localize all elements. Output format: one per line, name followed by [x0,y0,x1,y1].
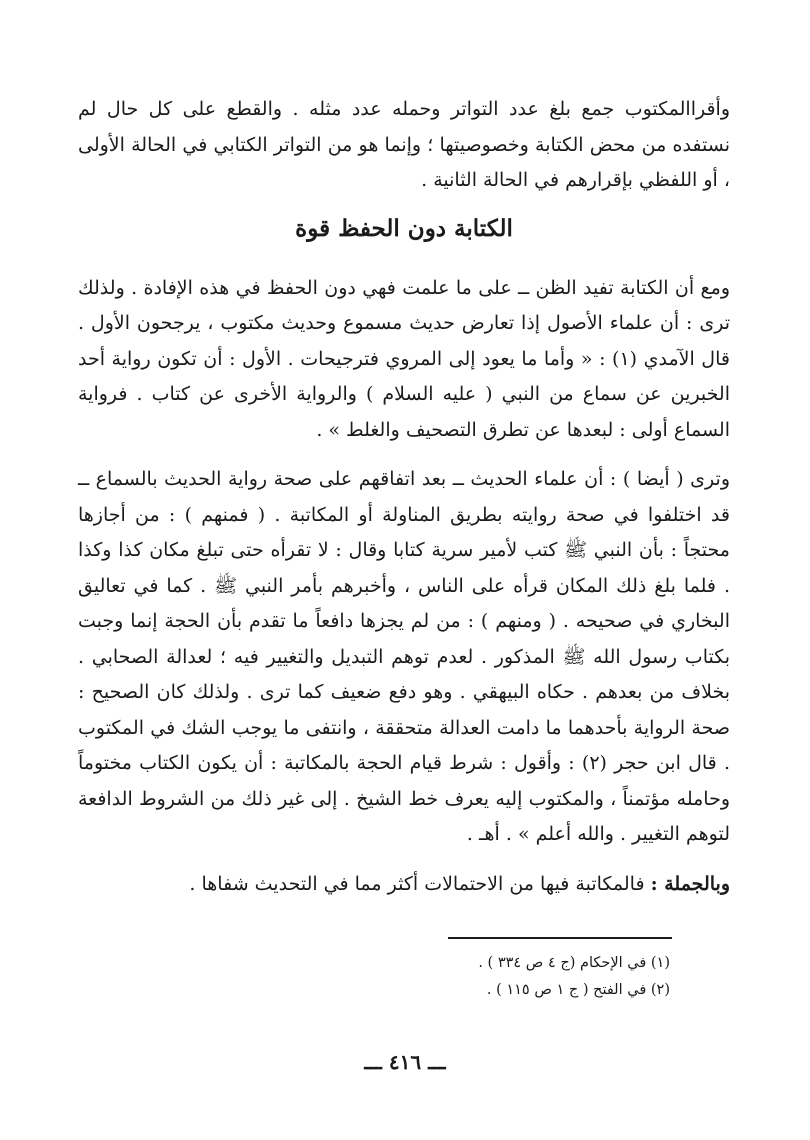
page-number: ـــ ٤١٦ ـــ [364,1050,446,1074]
footnote-divider [448,937,672,939]
opening-paragraph: وأقراالمكتوب جمع بلغ عدد التواتر وحمله عدد مثله . والقطع على كل حال لم نستفده من محض الكتابة وخصوصيتها ؛ وإنما هو من التواتر الكتابي في الحالة الأولى ، أو اللفظي بإقرارهم في الحالة الثانية . [78,98,730,191]
conclusion-paragraph [78,867,730,903]
footnote-2: (٢) في الفتح ( ج ١ ص ١١٥ ) . [486,982,670,998]
footnote-1: (١) في الإحكام (ج ٤ ص ٣٣٤ ) . [478,955,670,971]
conclusion-text: فالمكاتبة فيها من الاحتمالات أكثر مما في التحديث شفاها . [189,872,651,895]
paragraph-hadith-scholars: وترى ( أيضا ) : أن علماء الحديث ــ بعد اتفاقهم على صحة رواية الحديث بالسماع ــ قد اختلفوا في صحة روايته بطريق المناولة أو المكاتبة . ( فمنهم ) : من أجازها محتجاً : بأن النبي ﷺ كتب لأمير سرية كتابا وقال : لا تقرأه حتى تبلغ مكان كذا وكذا . فلما بلغ ذلك المكان قرأه على الناس ، وأخبرهم بأمر النبي ﷺ . كما في تعاليق البخاري في صحيحه . ( ومنهم ) : من لم يجزها دافعاً ما تقدم بأن الحجة إنما وجبت بكتاب رسول الله ﷺ المذكور . لعدم توهم التبديل والتغيير فيه ؛ لعدالة الصحابي . بخلاف من بعدهم . حكاه البيهقي . وهو دفع ضعيف كما ترى . ولذلك كان الصحيح : صحة الرواية بأحدهما ما دامت العدالة متحققة ، وانتفى ما يوجب الشك في المكتوب . قال ابن حجر (٢) : وأقول : شرط قيام الحجة بالمكاتبة : أن يكون الكتاب مختوماً وحامله مؤتمناً ، والمكتوب إليه يعرف خط الشيخ . إلى غير ذلك من الشروط الدافعة لتوهم التغيير . والله أعلم » . أهـ . [78,468,730,845]
footnotes [350,950,670,1004]
conclusion-lead: وبالجملة : [650,872,730,895]
section-heading: الكتابة دون الحفظ قوة [295,214,513,242]
paragraph-writing-vs-memory: ومع أن الكتابة تفيد الظن ــ على ما علمت فهي دون الحفظ في هذه الإفادة . ولذلك ترى : أن علماء الأصول إذا تعارض حديث مسموع وحديث مكتوب ، يرجحون الأول . قال الآمدي (١) : « وأما ما يعود إلى المروي فترجيحات . الأول : أن تكون رواية أحد الخبرين عن سماع من النبي ( عليه السلام ) والرواية الأخرى عن كتاب . فرواية السماع أولى : لبعدها عن تطرق التصحيف والغلط » . [78,276,730,441]
page-body [78,92,730,902]
